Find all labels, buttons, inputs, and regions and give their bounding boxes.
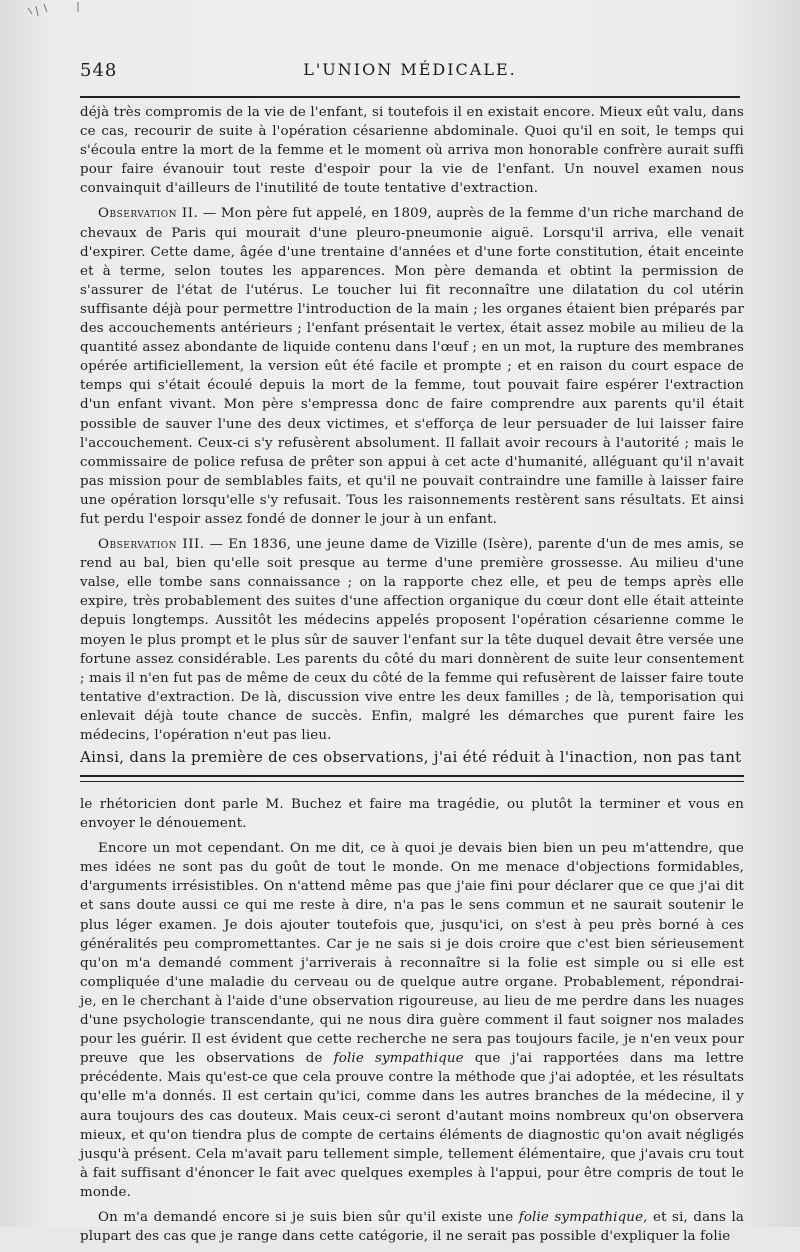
paragraph-observation-3: [80, 535, 744, 745]
paragraph-rhetorician: le rhétoricien dont parle M. Buchez et faire ma tragédie, ou plutôt la terminer et vous en envoyer le dénouement.: [80, 797, 744, 832]
paragraph-encore-un-mot: [80, 839, 744, 1202]
header-rule: [80, 96, 740, 98]
running-title: L'UNION MÉDICALE.: [303, 60, 517, 79]
observation-3-text: — En 1836, une jeune dame de Vizille (Isère), parente d'un de mes amis, se rend au bal, bien qu'elle soit presque au terme d'une première grossesse. Au milieu d'une valse, elle tombe sans connaissance ; on la rapporte chez elle, et peu de temps après elle expire, très probablement des suites d'une affection organique du cœur dont elle était atteinte depuis longtemps. Aussitôt les médecins appelés proposent l'opération césarienne comme le moyen le plus prompt et le plus sûr de sauver l'enfant sur la tête duquel devait être versée une fortune assez considérable. Les parents du côté du mari donnèrent de suite leur consentement ; mais il n'en fut pas de même de ceux du côté de la femme qui refusèrent de laisser faire toute tentative d'extraction. De là, discussion vive entre les deux familles ; de là, temporisation qui enlevait déjà toute chance de succès. Enfin, malgré les démarches que purent faire les médecins, l'opération n'eut pas lieu.: [80, 537, 744, 743]
section-divider-rule: [80, 775, 744, 782]
italic-term: folie sympathique: [333, 1051, 464, 1067]
paragraph-intro: déjà très compromis de la vie de l'enfant, si toutefois il en existait encore. Mieux eût valu, dans ce cas, recourir de suite à l'opération césarienne abdominale. Quoi qu'il en soit, le temps qui s'écoula entre la mort de la femme et le moment où arriva mon honorable confrère aurait suffi pour faire évanouir tout reste d'espoir pour la vie de l'enfant. Un nouvel examen nous convainquit d'ailleurs de l'inutilité de toute tentative d'extraction.: [80, 105, 744, 197]
observation-2-label: Observation II.: [98, 206, 199, 222]
paragraph-text-part: que j'ai rapportées dans ma lettre précédente. Mais qu'est-ce que cela prouve contre la méthode que j'ai adoptée, et les résultats qu'elle m'a donnés. Il est certain qu'ici, comme dans les autres branches de la médecine, il y aura toujours des cas douteux. Mais ceux-ci seront d'autant moins nombreux qu'on observera mieux, et qu'on tiendra plus de compte de certains éléments de diagnostic qu'on avait négligés jusqu'à présent. Cela m'avait paru tellement simple, tellement élémentaire, que j'avais cru tout à fait suffisant d'énoncer le fait avec quelques exemples à l'appui, pour être compris de tout le monde.: [80, 1051, 744, 1200]
italic-term: folie sympathique,: [518, 1209, 648, 1225]
paragraph-text-part: On m'a demandé encore si je suis bien sûr qu'il existe une: [98, 1209, 519, 1225]
top-column: [80, 103, 744, 751]
page-number: 548: [80, 60, 118, 81]
paragraph-text-part: Encore un mot cependant. On me dit, ce à quoi je devais bien bien un peu m'attendre, que mes idées ne sont pas du goût de tout le monde. On me menace d'objections formidables, d'arguments irrésistibles. On n'attend même pas que j'aie fini pour déclarer que ce que j'ai dit et sans doute aussi ce qui me reste à dire, n'a pas le sens commun et ne saurait soutenir le plus léger examen. Je dois ajouter toutefois que, jusqu'ici, on s'est à peu près borné à ces généralités peu compromettantes. Car je ne sais si je dois croire que c'est bien sérieusement qu'on m'a demandé comment j'arriverais à reconnaître si la folie est simple ou si elle est compliquée d'une maladie du cerveau ou de quelque autre organe. Probablement, répondrai-je, en le cherchant à l'aide d'une observation rigoureuse, au lieu de me perdre dans les nuages d'une psychologie transcendante, qui ne nous dira guère comment il faut soigner nos malades pour les guérir. Il est évident que cette recherche ne sera pas toujours facile, je n'en veux pour preuve que les observations de: [80, 841, 744, 1067]
observation-2-text: — Mon père fut appelé, en 1809, auprès de la femme d'un riche marchand de chevaux de Paris qui mourait d'une pleuro-pneumonie aiguë. Lorsqu'il arriva, elle venait d'expirer. Cette dame, âgée d'une trentaine d'années et d'une forte constitution, était enceinte et à terme, selon toutes les apparences. Mon père demanda et obtint la permission de s'assurer de l'état de l'utérus. Le toucher lui fit reconnaître une dilatation du col utérin suffisante déjà pour permettre l'introduction de la main ; les organes étaient bien préparés par des accouchements antérieurs ; l'enfant présentait le vertex, était assez mobile au milieu de la quantité assez abondante de liquide contenu dans l'œuf ; en un mot, la rupture des membranes opérée artificiellement, la version eût été facile et prompte ; et en raison du court espace de temps qui s'était écoulé depuis la mort de la femme, tout pouvait faire espérer l'extraction d'un enfant vivant. Mon père s'empressa donc de faire comprendre aux parents qu'il était possible de sauver l'une des deux victimes, et s'efforça de leur persuader de lui laisser faire l'accouchement. Ceux-ci s'y refusèrent absolument. Il fallait avoir recours à l'autorité ; mais le commissaire de police refusa de prêter son appui à cet acte d'humanité, alléguant qu'il n'avait pas mission pour de semblables faits, et qu'il ne pouvait contraindre une famille à laisser faire une opération lorsqu'elle s'y refusait. Tous les raisonnements restèrent sans résultats. Et ainsi fut perdu l'espoir assez fondé de donner le jour à un enfant.: [80, 206, 744, 527]
page-header: [80, 60, 740, 90]
paragraph-text-part: et si, dans la plupart des cas que je range dans cette catégorie, il ne serait pas possible d'expliquer la folie: [80, 1209, 745, 1245]
page-corner-marks: [18, 0, 98, 28]
separator-text-line: Ainsi, dans la première de ces observations, j'ai été réduit à l'inaction, non pas tant: [80, 748, 742, 766]
paragraph-observation-2: [80, 204, 744, 529]
paragraph-on-ma-demande: [80, 1208, 744, 1246]
observation-3-label: Observation III.: [98, 537, 205, 553]
bottom-column: [80, 795, 744, 1252]
